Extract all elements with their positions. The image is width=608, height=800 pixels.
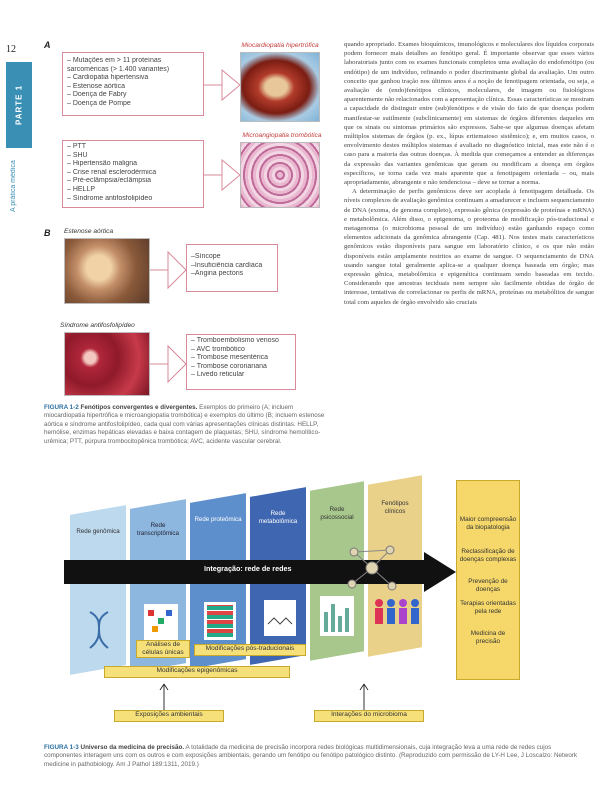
antiphospholipid-image [64,332,150,396]
connector-arrow-1 [204,60,240,110]
figure-panel-label-b: B [44,228,51,238]
posttranslational-box: Modificações pós-traducionais [194,644,306,656]
paragraph: quando apropriado. Exames bioquímicos, imunológicos e moleculares dos líquidos corporais podem fornecer mais detalhes ao fenótipo geral. É importante observar que esses vários laboratoriais junto com os exames funcionais completos uma avaliação do endofenótipo (ou endótipo) de um indivíduo, refinando o poder discriminante global da avaliação. Um outro conceito que ganhou tração nos últimos anos é a noção de fenotipagem orientada, ou seja, a avaliação de (endo)fenótipos clínicos, moleculares, de imagem ou fisiológicos aparentemente não relacionados com a apresentação clínica. Essas características se mostram a capacidade de distinguir entre (sub)fenótipos e de visão do fato de que doenças podem manifestar-se sutilmente (subclinicamente) em sistemas de órgãos diferentes daqueles em que os sinais ou sintomas primários são expressos. Sabe-se que algumas doenças afetam múltiplos sistemas de órgãos (p. ex., lúpus eritematoso sistêmico); e, em muitos casos, o envolvimento destes múltiplos sistemas é avaliado no diagnóstico inicial, mas este não é o caso para a maioria das outras doenças. À medida que começamos a entender as diferenças da expressão das variantes genômicas que geram ou modificam a doença em órgãos específicos, se torna cada vez mais aparente que a fenotipagem orientada – ou, mais apropriadamente, abrangente e não tendenciosa – deve se tornar a norma. [344,41,594,187]
part-tab: PARTE 1 [6,62,32,148]
body-text-column [344,40,594,464]
psychosocial-chart-icon [320,596,354,636]
environment-box: Exposições ambientais [114,710,224,722]
microbiome-box: Interações do microbioma [314,710,424,722]
page-number: 12 [6,44,16,55]
panel-title: Rede metabolômica [258,510,298,525]
panel-title: Rede psicossocial [320,506,354,521]
caption-antiphospholipid: Síndrome antifosfolipídeo [60,322,135,329]
connector-arrow-4 [150,334,186,394]
aortic-stenosis-image [64,238,150,304]
outcome-item: Medicina de precisão [470,630,506,645]
epigenetic-box: Modificações epigenômicas [104,666,290,678]
text-box-aortic-stenosis: –Síncope –Insuficiência cardíaca –Angina pectoris [186,244,278,292]
outcome-item: Maior compreensão da biopatologia [459,516,517,531]
dna-icon [84,610,114,650]
caption-hypertrophic: Miocardiopatia hipertrófica [241,42,319,49]
connector-arrow-2 [204,150,240,200]
panel-title: Rede proteômica [194,516,242,523]
outcome-item: Terapias orientadas pela rede [460,600,516,615]
single-cell-analysis-box: Análises de células únicas [136,640,190,658]
text-box-antiphospholipid: – Tromboembolismo venoso – AVC trombótico – Trombose mesentérica – Trombose coronariana – Livedo reticular [186,334,296,390]
hypertrophic-cardiomyopathy-image [240,52,320,122]
panel-title: Fenótipos clínicos [381,500,409,515]
text-box-microangiopathy: – PTT – SHU – Hipertensão maligna – Crise renal esclerodérmica – Pré-eclâmpsia/eclâmpsia – HELLP – Síndrome antifosfolipídeo [62,140,204,208]
panel-title: Rede transcriptômica [137,522,179,537]
proteome-heatmap-icon [204,602,236,640]
outcome-item: Prevenção de doenças [468,578,508,593]
connector-arrow-3 [150,240,186,300]
figure-1-3 [64,480,544,718]
panel-title: Rede genômica [76,528,120,535]
network-icon [344,542,400,594]
people-icon [372,598,420,626]
integration-label: Integração: rede de redes [204,564,292,573]
caption-microangiopathy: Microangiopatia trombótica [242,132,322,139]
metabolite-structure-icon [264,600,296,636]
outcome-item: Reclassificação de doenças complexas [459,548,517,563]
paragraph: A determinação de perfis genômicos deve ser acoplada à fenotipagem detalhada. Os níveis complexos de avaliação genômica continuam a amadurecer e incluem sequenciamento de DNA (exoma, de genoma completo), expressão gênica (expressão de proteínas e mRNA) e metabolômica. Além disso, o epigenoma, o proteoma de modificação pós-traducional e metagenoma (o microbioma pessoal de um indivíduo) estão ganhando espaço como elementos adicionais da genômica abrangente (Cap. 481). Nos testes mais característicos genômicos estão disponíveis para sangue em laboratório clínico, e os que não estão disponíveis estão amplamente restritos ao exame de sangue. O sequenciamento de DNA usando sangue total geralmente aplica-se a qualquer doença baseada em órgão; mas expressão gênica, metabolômica e epigenética continuam sendo baseadas em tecido. Considerando que amostras teciduais nem sempre são facilmente obtidas de órgão de interesse, tentativas de correlacionar os perfis de mRNA, proteínas ou metabólitos de sangue total com aqueles de órgão envolvido são cruciais [344,188,594,306]
text-box-hypertrophic: – Mutações em > 11 proteínas sarcoméricas (> 1.400 variantes) – Cardiopatia hipertensiva – Estenose aórtica – Doença de Fabry – Doença de Pompe [62,52,204,116]
transcript-icon [144,604,178,640]
figure-1-3-caption: FIGURA 1-3 Universo da medicina de precisão. A totalidade da medicina de precisão incorpora redes biológicas multidimensionais, cuja integração leva a uma rede de redes cujos componentes interagem uns com os outros e com exposições ambientais, gerando um fenótipo ou fenótipo patológico distinto. (Reproduzido com permissão de LY-H Lee, J Loscalzo: Network medicine in pathobiology. Am J Pathol 189:1311, 2019.) [44,744,578,768]
part-subtitle: A prática médica [10,160,17,212]
figure-panel-label-a: A [44,40,51,50]
caption-aortic-stenosis: Estenose aórtica [64,228,114,235]
thrombotic-microangiopathy-image [240,142,320,208]
figure-1-2-caption: FIGURA 1-2 Fenótipos convergentes e divergentes. Exemplos do primeiro (A; incluem miocardiopatia hipertrófica e microangiopatia trombótica) e exemplos do último (B; incluem estenose aórtica e síndrome antifosfolipídeo, cada qual com várias apresentações clínicas distintas. HELLP, hemólise, enzimas hepáticas elevadas e baixa contagem de plaquetas; SHU, síndrome hemolítico-urêmica; PTT, púrpura trombocitopênica trombótica; AVC, acidente vascular cerebral. [44,404,325,445]
